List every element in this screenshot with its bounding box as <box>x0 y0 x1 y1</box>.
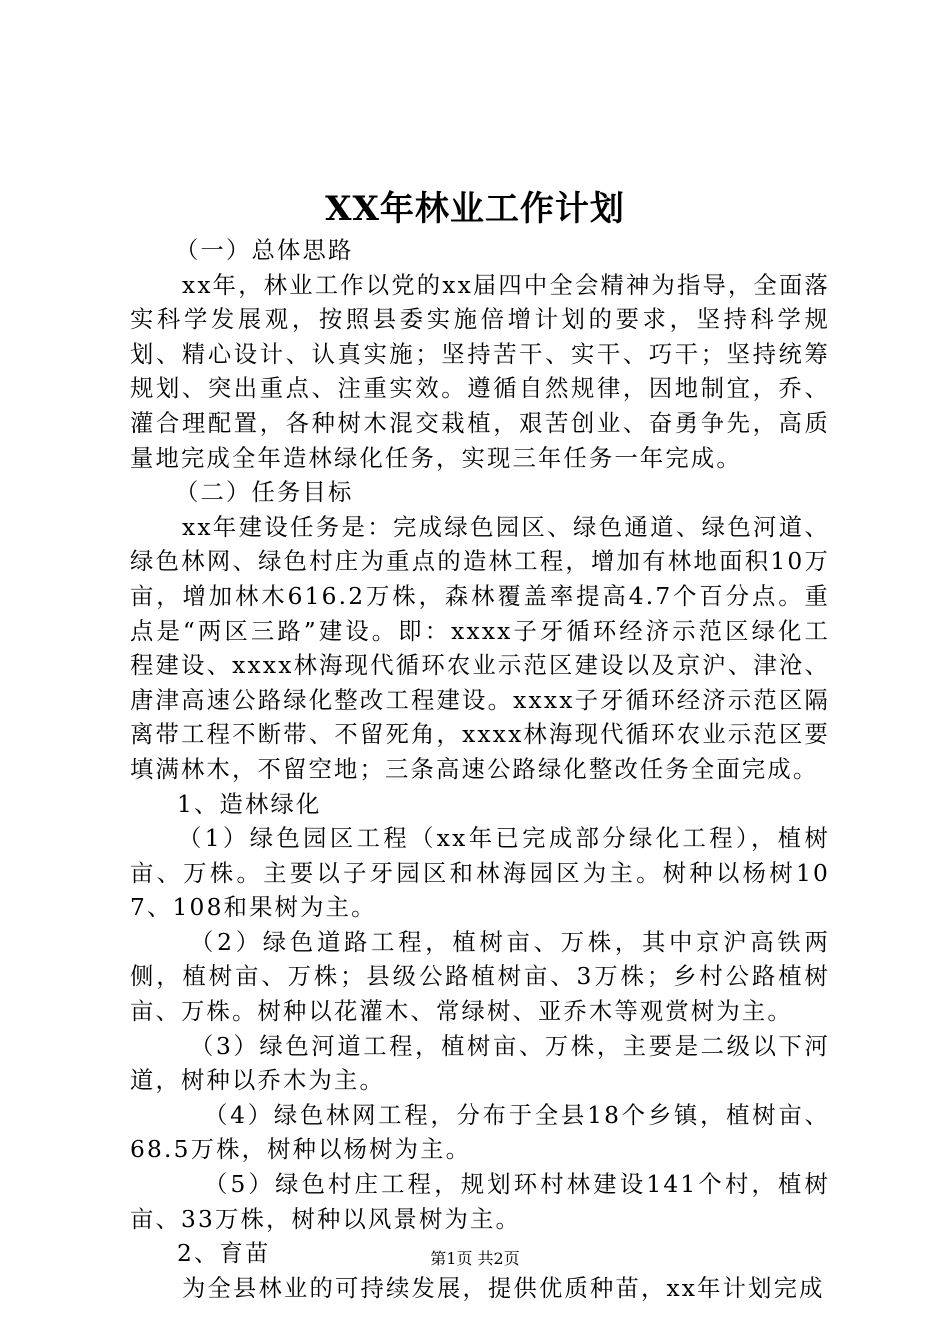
paragraph: （2）绿色道路工程，植树亩、万株，其中京沪高铁两侧，植树亩、万株；县级公路植树亩、3万株；乡村公路植树亩、万株。树种以花灌木、常绿树、亚乔木等观赏树为主。 <box>130 928 830 1026</box>
section-heading: （一）总体思路 <box>175 237 354 264</box>
paragraph: xx年，林业工作以党的xx届四中全会精神为指导，全面落实科学发展观，按照县委实施倍增计划的要求，坚持科学规划、精心设计、认真实施；坚持苦干、实干、巧干；坚持统筹规划、突出重点、注重实效。遵循自然规律，因地制宜，乔、灌合理配置，各种树木混交栽植，艰苦创业、奋勇争先，高质量地完成全年造林绿化任务，实现三年任务一年完成。 <box>130 271 830 472</box>
document-body <box>130 234 830 1306</box>
paragraph: 为全县林业的可持续发展，提供优质种苗，xx年计划完成 <box>182 1274 825 1302</box>
paragraph: （3）绿色河道工程，植树亩、万株，主要是二级以下河道，树种以乔木为主。 <box>130 1032 830 1095</box>
subsection-heading: 2、育苗 <box>177 1240 271 1268</box>
paragraph: （1）绿色园区工程（xx年已完成部分绿化工程），植树亩、万株。主要以子牙园区和林海园区为主。树种以杨树107、108和果树为主。 <box>130 825 830 922</box>
page-footer: 第1页 共2页 <box>430 1249 520 1268</box>
paragraph: xx年建设任务是：完成绿色园区、绿色通道、绿色河道、绿色林网、绿色村庄为重点的造林工程，增加有林地面积10万亩，增加林木616.2万株，森林覆盖率提高4.7个百分点。重点是“两区三路”建设。即：xxxx子牙循环经济示范区绿化工程建设、xxxx林海现代循环农业示范区建设以及京沪、津沧、唐津高速公路绿化整改工程建设。xxxx子牙循环经济示范区隔离带工程不断带、不留死角，xxxx林海现代循环农业示范区要填满林木，不留空地；三条高速公路绿化整改任务全面完成。 <box>130 513 830 783</box>
paragraph: （5）绿色村庄工程，规划环村林建设141个村，植树亩、33万株，树种以风景树为主。 <box>130 1171 830 1233</box>
section-heading: （二）任务目标 <box>175 479 354 507</box>
paragraph: （4）绿色林网工程，分布于全县18个乡镇，植树亩、68.5万株，树种以杨树为主。 <box>130 1101 830 1164</box>
subsection-heading: 1、造林绿化 <box>177 790 322 818</box>
document-title: XX年林业工作计划 <box>325 189 625 229</box>
